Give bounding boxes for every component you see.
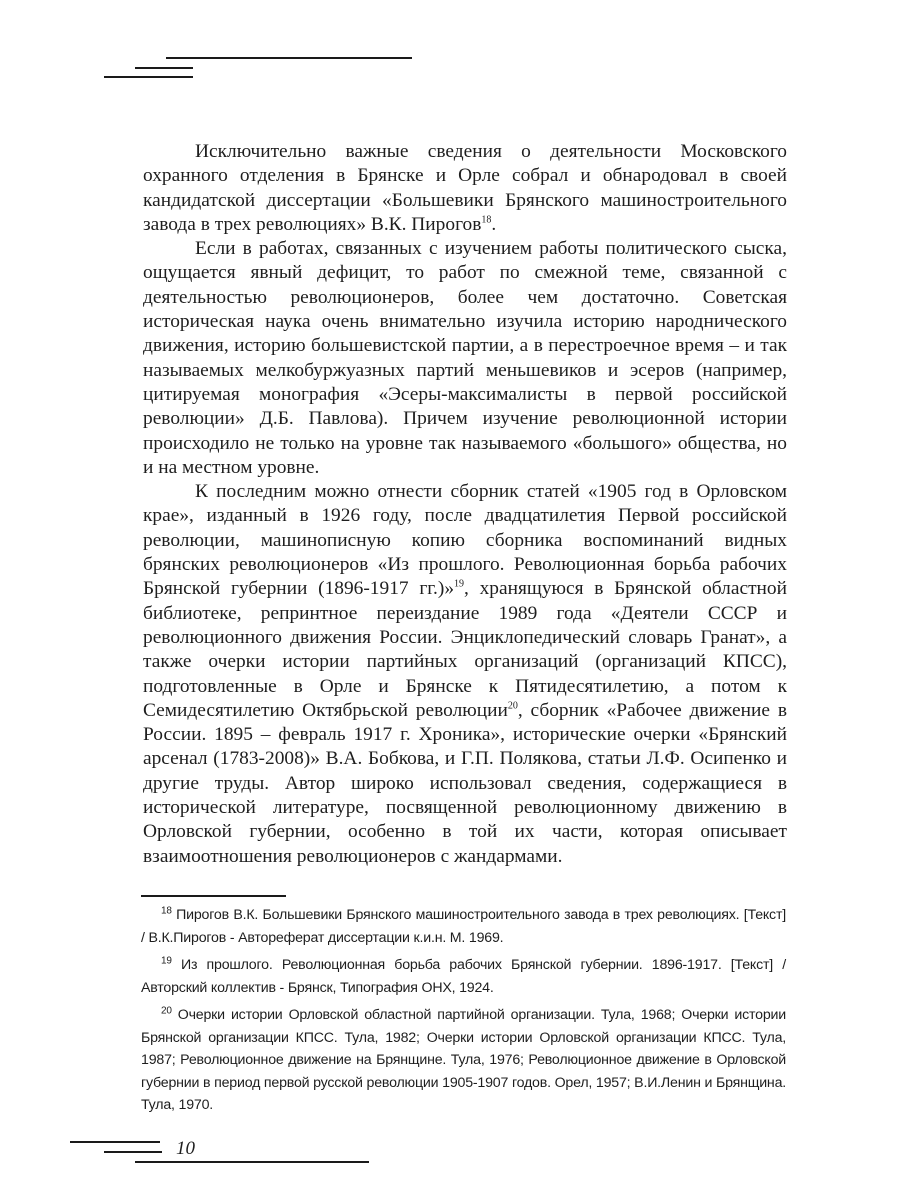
footnote-ref-20: 20	[507, 700, 518, 712]
body-text	[143, 140, 787, 869]
footnote-19	[141, 954, 786, 999]
footnote-number: 20	[161, 1005, 172, 1017]
footnote-text: Пирогов В.К. Большевики Брянского машиностроительного завода в трех революциях. [Текст] / В.К.Пирогов - Автореферат диссертации к.и.н. М. 1969.	[141, 907, 786, 946]
footnote-number: 18	[161, 905, 172, 917]
paragraph-1-end: .	[491, 213, 497, 235]
footnote-ref-18: 18	[481, 214, 492, 226]
footer-rule-lower	[135, 1161, 369, 1163]
paragraph-1	[143, 140, 787, 237]
page-number: 10	[176, 1138, 195, 1159]
header-rule-long	[166, 57, 412, 59]
header-rule-medium	[104, 76, 193, 78]
footnote-text: Очерки истории Орловской областной партийной организации. Тула, 1968; Очерки истории Брянской организации КПСС. Тула, 1982; Очерки истории Орловской организации КПСС. Тула, 1987; Революционное движение на Брянщине. Тула, 1976; Революционное движение в Орловской губернии в период первой русской революции 1905-1907 годов. Орел, 1957; В.И.Ленин и Брянщина. Тула, 1970.	[141, 1007, 786, 1113]
footnote-18	[141, 904, 786, 949]
paragraph-3-part-1: К последним можно отнести сборник статей «1905 год в Орловском крае», изданный в 1926 году, после двадцатилетия Первой российской революции, машинописную копию сборника воспоминаний видных брянских революционеров «Из прошлого. Революционная борьба рабочих Брянской губернии (1896-1917 гг.)»	[143, 481, 787, 600]
footnote-separator	[141, 895, 286, 897]
paragraph-2	[143, 237, 787, 480]
footer-rule-middle	[104, 1151, 162, 1153]
footnote-20	[141, 1004, 786, 1117]
header-rule-short	[135, 67, 193, 69]
footnote-text: Из прошлого. Революционная борьба рабочих Брянской губернии. 1896-1917. [Текст] / Авторский коллектив - Брянск, Типография ОНХ, 1924.	[141, 957, 786, 996]
footnote-number: 19	[161, 955, 172, 967]
footnote-ref-19: 19	[454, 578, 465, 590]
paragraph-2-text: Если в работах, связанных с изучением работы политического сыска, ощущается явный дефицит, то работ по смежной теме, связанной с деятельностью революционеров, более чем достаточно. Советская историческая наука очень внимательно изучила историю народнического движения, историю большевистской партии, а в перестроечное время – и так называемых мелкобуржуазных партий меньшевиков и эсеров (например, цитируемая монография «Эсеры-максималисты в первой российской революции» Д.Б. Павлова). Причем изучение революционной истории происходило не только на уровне так называемого «большого» общества, но и на местном уровне.	[143, 238, 787, 478]
paragraph-3	[143, 480, 787, 869]
footnotes	[141, 904, 786, 1122]
paragraph-1-text: Исключительно важные сведения о деятельности Московского охранного отделения в Брянске и Орле собрал и обнародовал в своей кандидатской диссертации «Большевики Брянского машиностроительного завода в трех революциях» В.К. Пирогов	[143, 141, 787, 235]
paragraph-3-part-2: , хранящуюся в Брянской областной библиотеке, репринтное переиздание 1989 года «Деятели СССР и революционного движения России. Энциклопедический словарь Гранат», а также очерки истории партийных организаций (организаций КПСС), подготовленные в Орле и Брянске к Пятидесятилетию, а потом к Семидесятилетию Октябрьской революции	[143, 578, 787, 721]
paragraph-3-part-3: , сборник «Рабочее движение в России. 1895 – февраль 1917 г. Хроника», исторические очерки «Брянский арсенал (1783-2008)» В.А. Бобкова, и Г.П. Полякова, статьи Л.Ф. Осипенко и другие труды. Автор широко использовал сведения, содержащиеся в исторической литературе, посвященной революционному движению в Орловской губернии, особенно в той их части, которая описывает взаимоотношения революционеров с жандармами.	[143, 699, 787, 867]
footer-rule-upper	[70, 1141, 160, 1143]
